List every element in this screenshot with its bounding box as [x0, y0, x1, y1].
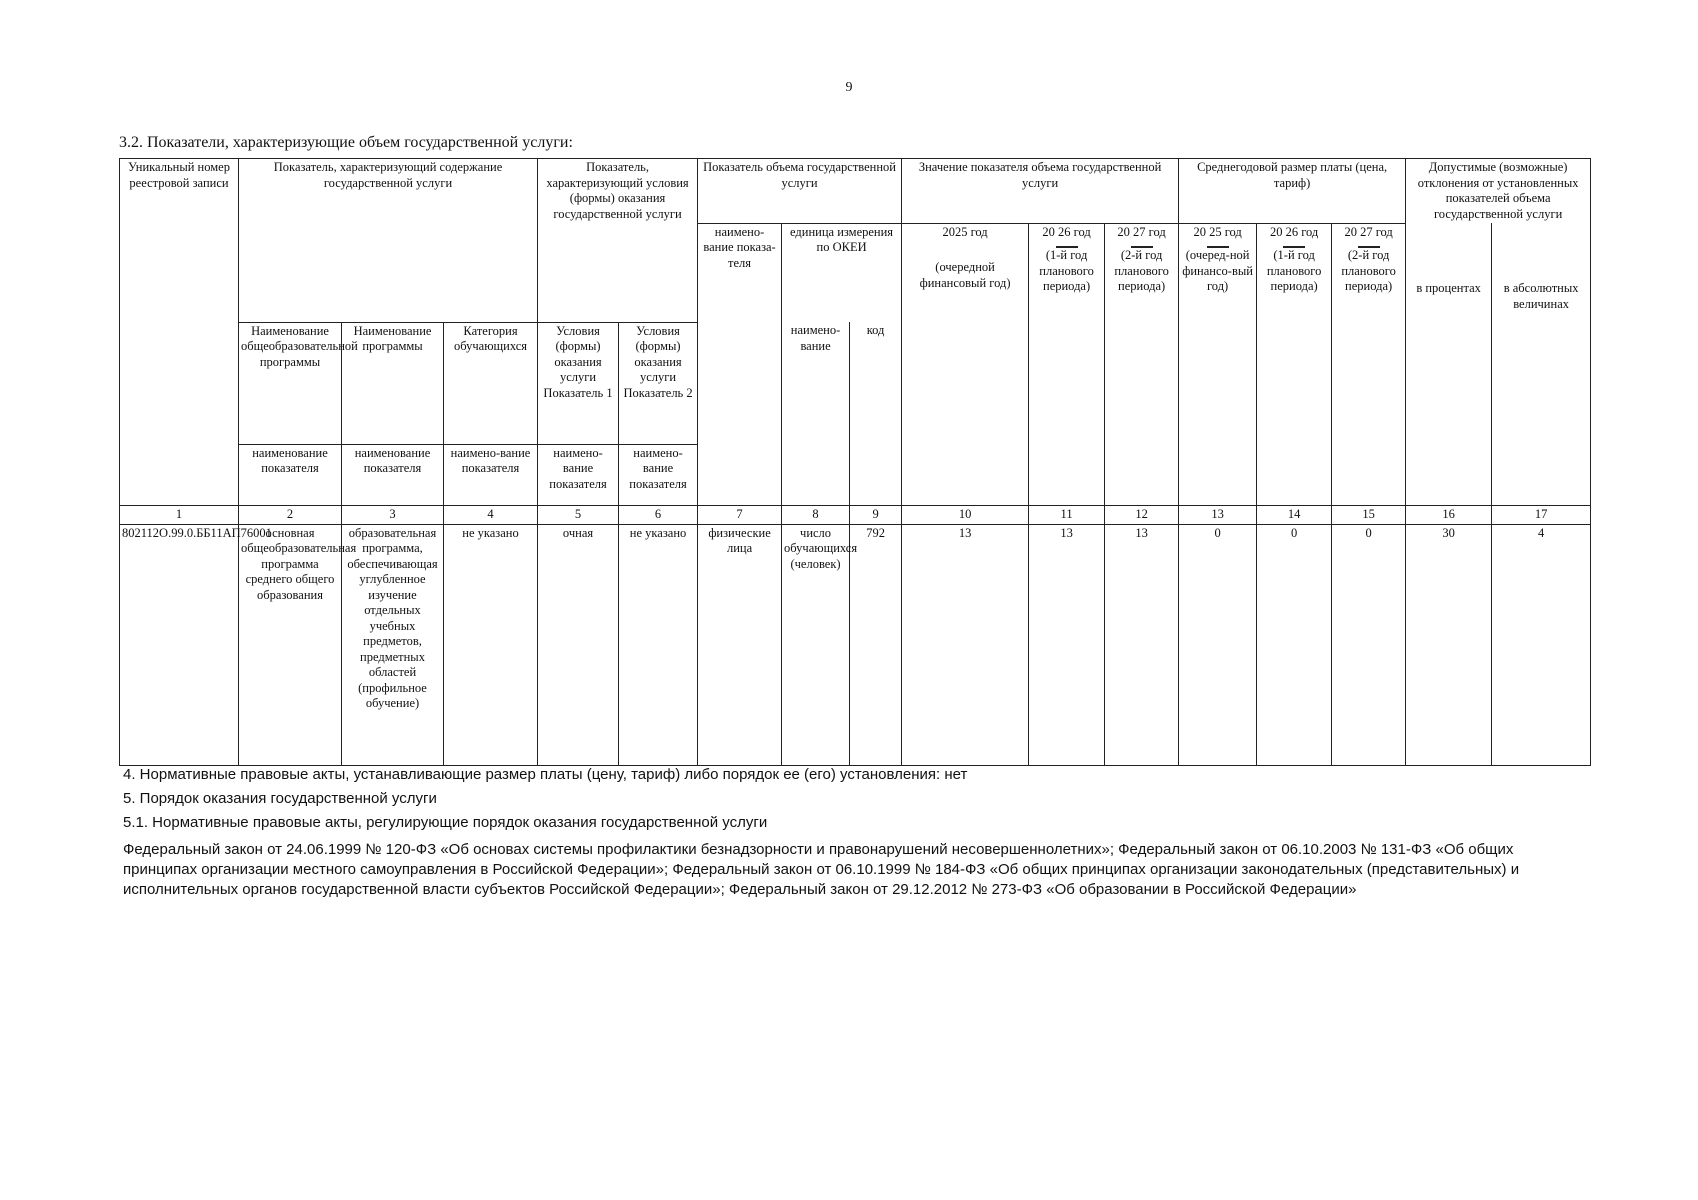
column-number: 7 [698, 505, 782, 524]
cell-unit-name: число обучающихся (человек) [782, 524, 850, 765]
cell-condition-1: очная [538, 524, 619, 765]
cell-fee-2025: 0 [1179, 524, 1257, 765]
header-deviation-absolute: в абсолютных величинах [1492, 223, 1591, 505]
cell-unit-code: 792 [850, 524, 902, 765]
laws-list: Федеральный закон от 24.06.1999 № 120-ФЗ «Об основах системы профилактики безнадзорности и правонарушений несовершеннолетних»; Федеральный закон от 06.10.2003 № 131-ФЗ «Об общих принципах организации местного самоуправления в Российской Федерации»; Федеральный закон от 06.10.1999 № 184-ФЗ «Об общих принципах организации законодательных (представительных) и исполнительных органов государственной власти субъектов Российской Федерации»; Федеральный закон от 29.12.2012 № 273-ФЗ «Об образовании в Российской Федерации» [123, 841, 1520, 898]
paragraph-4-fees: 4. Нормативные правовые акты, устанавливающие размер платы (цену, тариф) либо порядок ее (его) установления: нет [123, 766, 968, 783]
header-condition-1: Условия (формы) оказания услуги Показатель 1 [538, 322, 619, 444]
header-unique-number: Уникальный номер реестровой записи [120, 159, 239, 506]
column-number: 10 [902, 505, 1029, 524]
year-2025-label: 2025 год [942, 224, 988, 239]
header-fee-2027 [1332, 223, 1406, 505]
cell-volume-name: физические лица [698, 524, 782, 765]
header-indicator-name-5: наимено-вание показателя [538, 444, 619, 505]
year-2026-sub: (1-й год планового периода) [1039, 248, 1094, 293]
cell-student-category: не указано [444, 524, 538, 765]
header-deviations: Допустимые (возможные) отклонения от установленных показателей объема государственной услуги [1406, 159, 1591, 224]
header-indicator-name-3: наименование показателя [342, 444, 444, 505]
column-number: 2 [239, 505, 342, 524]
column-number: 14 [1257, 505, 1332, 524]
header-condition-2: Условия (формы) оказания услуги Показатель 2 [619, 322, 698, 444]
header-year-2025 [902, 223, 1029, 505]
fee-2025-sub: (очеред-ной финансо-вый год) [1182, 248, 1253, 293]
table-row [120, 524, 1591, 765]
column-number: 11 [1029, 505, 1105, 524]
header-indicator-name-6: наимено-вание показателя [619, 444, 698, 505]
fee-2025-label: 20 25 год [1193, 224, 1242, 239]
header-volume-indicator: Показатель объема государственной услуги [698, 159, 902, 224]
column-number: 4 [444, 505, 538, 524]
header-student-category: Категория обучающихся [444, 322, 538, 444]
header-indicator-name-4: наимено-вание показателя [444, 444, 538, 505]
volume-indicators-table [119, 158, 1580, 747]
fee-2026-sub: (1-й год планового периода) [1266, 248, 1322, 293]
column-number: 9 [850, 505, 902, 524]
column-number: 3 [342, 505, 444, 524]
fee-2027-label: 20 27 год [1344, 224, 1393, 239]
column-number: 12 [1105, 505, 1179, 524]
page-number: 9 [845, 80, 853, 95]
header-unit-name: наимено-вание [782, 322, 850, 505]
cell-value-2025: 13 [902, 524, 1029, 765]
cell-deviation-percent: 30 [1406, 524, 1492, 765]
column-number: 6 [619, 505, 698, 524]
cell-value-2026: 13 [1029, 524, 1105, 765]
column-number-row [120, 505, 1591, 524]
section-title: 3.2. Показатели, характеризующие объем государственной услуги: [119, 134, 573, 151]
header-unit-okei: единица измерения по ОКЕИ [782, 223, 902, 322]
paragraph-5-procedure: 5. Порядок оказания государственной услуги [123, 790, 437, 807]
cell-registry-number: 802112О.99.0.ББ11АП76001 [120, 524, 239, 765]
header-volume-name: наимено-вание показа-теля [698, 223, 782, 505]
header-volume-value: Значение показателя объема государственной услуги [902, 159, 1179, 224]
header-content-indicator: Показатель, характеризующий содержание государственной услуги [239, 159, 538, 323]
header-year-2027 [1105, 223, 1179, 505]
header-conditions-indicator: Показатель, характеризующий условия (формы) оказания государственной услуги [538, 159, 698, 323]
column-number: 17 [1492, 505, 1591, 524]
cell-fee-2027: 0 [1332, 524, 1406, 765]
paragraph-5-1-acts: 5.1. Нормативные правовые акты, регулирующие порядок оказания государственной услуги [123, 814, 768, 831]
header-fee-2026 [1257, 223, 1332, 505]
cell-deviation-absolute: 4 [1492, 524, 1591, 765]
header-indicator-name-2: наименование показателя [239, 444, 342, 505]
header-fee-2025 [1179, 223, 1257, 505]
fee-2027-sub: (2-й год планового периода) [1341, 248, 1396, 293]
header-year-2026 [1029, 223, 1105, 505]
fee-2026-label: 20 26 год [1269, 224, 1319, 239]
cell-program-name: образовательная программа, обеспечивающая углубленное изучение отдельных учебных предметов, предметных областей (профильное обучение) [342, 524, 444, 765]
cell-fee-2026: 0 [1257, 524, 1332, 765]
column-number: 13 [1179, 505, 1257, 524]
year-2027-label: 20 27 год [1117, 224, 1166, 239]
year-2025-sub: (очередной финансовый год) [919, 260, 1011, 290]
cell-condition-2: не указано [619, 524, 698, 765]
header-deviation-percent: в процентах [1406, 223, 1492, 505]
column-number: 15 [1332, 505, 1406, 524]
cell-value-2027: 13 [1105, 524, 1179, 765]
column-number: 1 [120, 505, 239, 524]
column-number: 5 [538, 505, 619, 524]
header-unit-code: код [850, 322, 902, 505]
column-number: 16 [1406, 505, 1492, 524]
header-average-fee: Среднегодовой размер платы (цена, тариф) [1179, 159, 1406, 224]
year-2026-label: 20 26 год [1042, 224, 1091, 239]
cell-program-type: основная общеобразовательная программа среднего общего образования [239, 524, 342, 765]
column-number: 8 [782, 505, 850, 524]
header-program-name: Наименование программы [342, 322, 444, 444]
header-program-type: Наименование общеобразовательной программы [239, 322, 342, 444]
year-2027-sub: (2-й год планового периода) [1114, 248, 1169, 293]
